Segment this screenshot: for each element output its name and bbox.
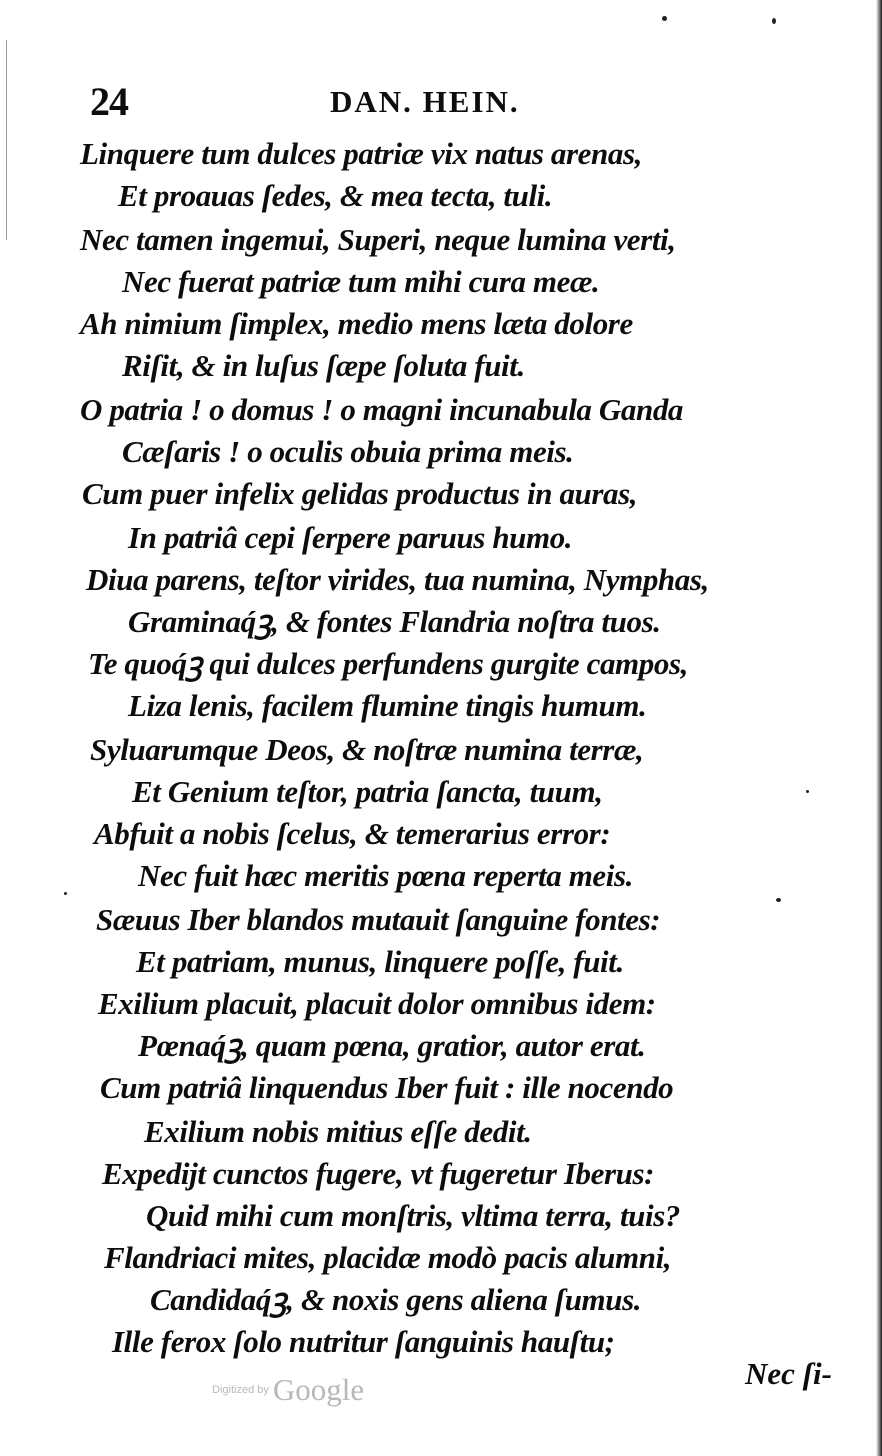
verse-line: Sæuus Iber blandos mutauit ſanguine fontes: <box>96 902 661 937</box>
verse-line: Liza lenis, facilem flumine tingis humum. <box>128 688 647 723</box>
verse-line: Pœnaq́ꝫ, quam pœna, gratior, autor erat. <box>138 1028 646 1063</box>
ink-speck <box>662 16 667 21</box>
catchword: Nec ſi- <box>745 1356 832 1391</box>
verse-line: Abfuit a nobis ſcelus, & temerarius error: <box>94 816 611 851</box>
verse-line: Diua parens, teſtor virides, tua numina, Nymphas, <box>86 562 709 597</box>
verse-line: Ille ferox ſolo nutritur ſanguinis hauſtu; <box>112 1324 615 1359</box>
verse-line: Expedijt cunctos fugere, vt fugeretur Iberus: <box>102 1156 655 1191</box>
verse-line: Nec tamen ingemui, Superi, neque lumina verti, <box>80 222 676 257</box>
ink-speck <box>806 790 809 793</box>
verse-line: Ah nimium ſimplex, medio mens læta dolore <box>80 306 633 341</box>
verse-line: Graminaq́ꝫ, & fontes Flandria noſtra tuos. <box>128 604 661 639</box>
watermark-prefix: Digitized by <box>212 1384 269 1396</box>
ink-speck <box>772 18 776 24</box>
verse-line: In patriâ cepi ſerpere paruus humo. <box>128 520 573 555</box>
verse-line: Riſit, & in luſus ſæpe ſoluta fuit. <box>122 348 525 383</box>
page-number: 24 <box>90 79 128 124</box>
verse-line: Cum puer infelix gelidas productus in auras, <box>82 476 638 511</box>
running-head: DAN. HEIN. <box>330 84 520 119</box>
verse-line: Et patriam, munus, linquere poſſe, fuit. <box>136 944 624 979</box>
ink-speck <box>776 898 781 902</box>
verse-line: Et proauas ſedes, & mea tecta, tuli. <box>118 178 553 213</box>
digitization-watermark <box>212 1372 364 1408</box>
verse-line: Nec fuit hæc meritis pœna reperta meis. <box>138 858 634 893</box>
verse-line: Nec fuerat patriæ tum mihi cura meæ. <box>122 264 600 299</box>
verse-line: Te quoq́ꝫ qui dulces perfundens gurgite campos, <box>88 646 688 681</box>
verse-line: O patria ! o domus ! o magni incunabula Ganda <box>80 392 684 427</box>
verse-line: Linquere tum dulces patriæ vix natus arenas, <box>80 136 643 171</box>
verse-line: Cæſaris ! o oculis obuia prima meis. <box>122 434 574 469</box>
watermark-brand: Google <box>272 1372 365 1407</box>
verse-line: Et Genium teſtor, patria ſancta, tuum, <box>132 774 603 809</box>
verse-line: Syluarumque Deos, & noſtræ numina terræ, <box>90 732 644 767</box>
page-edge-left <box>6 40 7 240</box>
verse-line: Exilium nobis mitius eſſe dedit. <box>144 1114 532 1149</box>
page-header <box>0 78 882 128</box>
page-edge-right <box>876 0 882 1456</box>
verse-line: Quid mihi cum monſtris, vltima terra, tuis? <box>146 1198 681 1233</box>
verse-line: Cum patriâ linquendus Iber fuit : ille nocendo <box>100 1070 674 1105</box>
ink-speck <box>64 892 67 895</box>
verse-line: Candidaq́ꝫ, & noxis gens aliena ſumus. <box>150 1282 642 1317</box>
verse-line: Exilium placuit, placuit dolor omnibus idem: <box>98 986 656 1021</box>
verse-line: Flandriaci mites, placidæ modò pacis alumni, <box>104 1240 672 1275</box>
